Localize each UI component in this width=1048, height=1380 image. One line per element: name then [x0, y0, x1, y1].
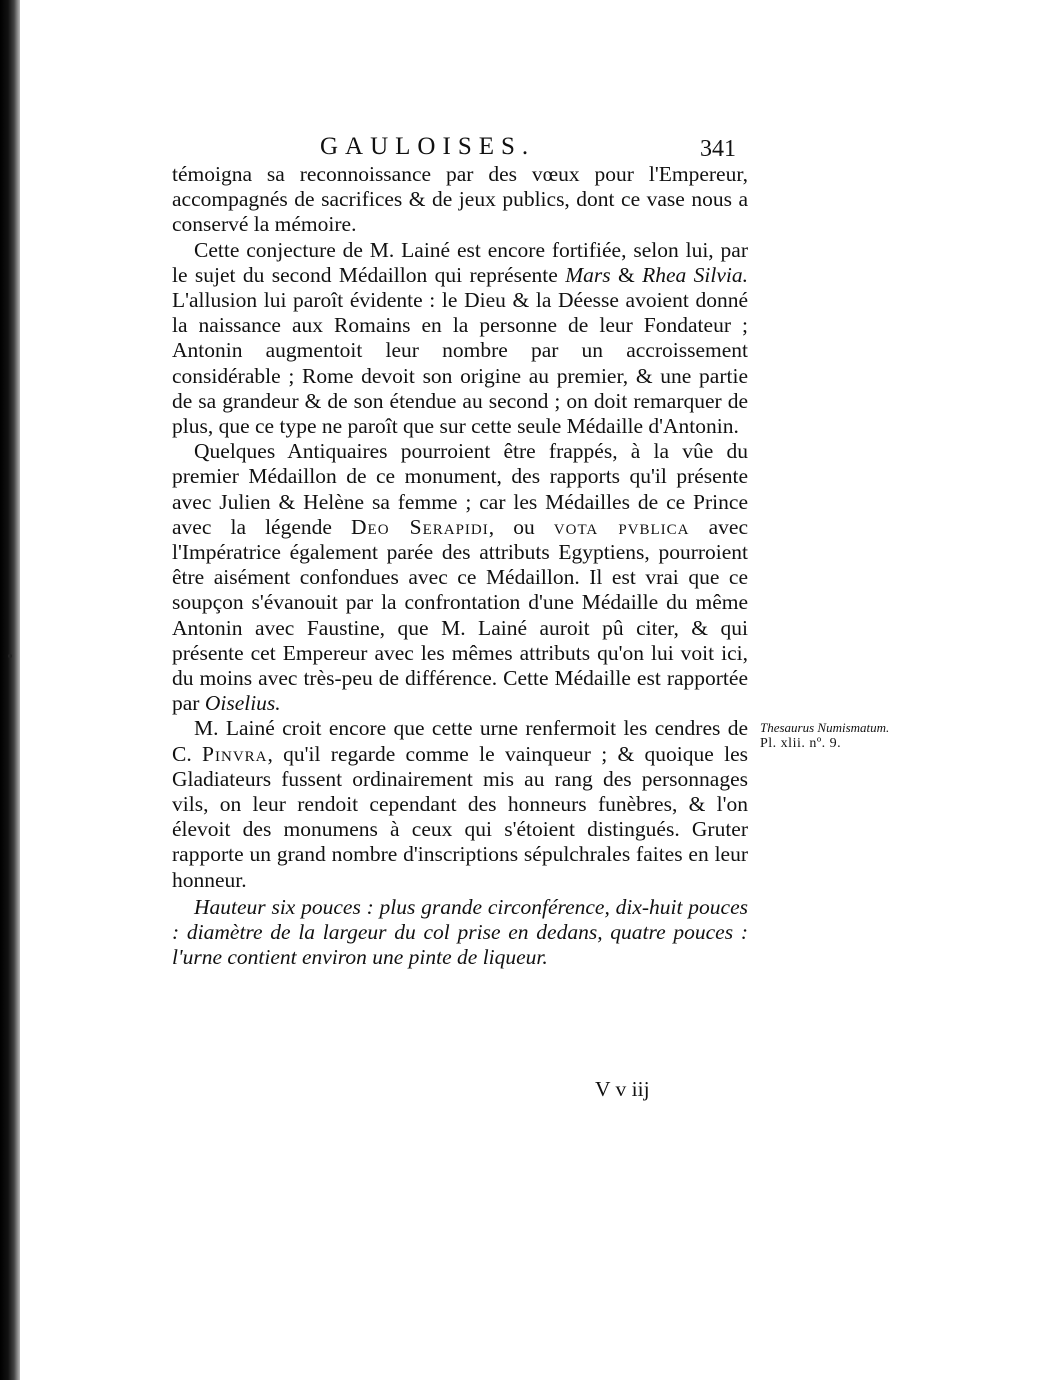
legend-vota-publica: vota pvblica — [553, 514, 690, 539]
p2-text-b: & — [610, 262, 643, 287]
pinvra-name: Pinvra — [202, 741, 268, 766]
p3-text-b: , ou — [488, 514, 554, 539]
paragraph-1: témoigna sa reconnoissance par des vœux pour l'Empereur, accompagnés de sacrifices & de jeux publics, dont ce vase nous a conservé la mémoire. — [172, 162, 748, 237]
marginal-note-title: Thesaurus Numismatum. — [760, 720, 890, 735]
p2-text-a: Cette conjecture de M. Lainé est encore fortifiée, selon lui, par le sujet du second Médaillon qui représente — [172, 237, 748, 287]
marginal-note-reference: Pl. xlii. nº. 9. — [760, 736, 842, 751]
legend-deo-serapidi: Deo Serapidi — [351, 514, 489, 539]
scan-speck — [8, 654, 12, 658]
marginal-note — [760, 720, 890, 752]
paragraph-3 — [172, 439, 748, 716]
p4-text-b: , qu'il regarde comme le vainqueur ; & quoique les Gladiateurs fussent ordinairement mis au rang des personnages vils, on leur rendoit cependant des honneurs funèbres, & l'on élevoit des monumens à ceux qui s'étoient distingués. Gruter rapporte un grand nombre d'inscriptions sépulchrales faites en leur honneur. — [172, 741, 748, 892]
rhea-silvia-name: Rhea Silvia. — [642, 262, 748, 287]
paragraph-4 — [172, 716, 748, 892]
scan-edge — [0, 0, 20, 1380]
main-text — [172, 162, 748, 971]
p2-text-c: L'allusion lui paroît évidente : le Dieu & la Déesse avoient donné la naissance aux Romains en la personne de leur Fondateur ; Antonin augmentoit leur nombre par un accroissement considérable ; Rome devoit son origine au premier, & une partie de sa grandeur & de son étendue au second ; on doit remarquer de plus, que ce type ne paroît que sur cette seule Médaille d'Antonin. — [172, 288, 748, 439]
p3-text-a: Quelques Antiquaires pourroient être frappés, à la vûe du premier Médaillon de ce monument, des rapports qu'il présente avec Julien & Helène sa femme ; car les Médailles de ce Prince avec la légende — [172, 439, 748, 539]
oiselius-name: Oiselius. — [204, 691, 281, 716]
dimensions-paragraph: Hauteur six pouces : plus grande circonférence, dix-huit pouces : diamètre de la largeur du col prise en dedans, quatre pouces : l'urne contient environ une pinte de liqueur. — [172, 894, 748, 970]
mars-name: Mars — [565, 262, 611, 287]
page-number: 341 — [700, 136, 736, 162]
signature-mark: V v iij — [595, 1077, 650, 1101]
running-title: GAULOISES. — [320, 133, 536, 160]
book-page — [20, 0, 1048, 1380]
paragraph-2 — [172, 238, 748, 440]
p3-text-c: avec l'Impératrice également parée des attributs Egyptiens, pourroient être aisément confondues avec ce Médaillon. Il est vrai que ce soupçon s'évanouit par la confrontation d'une Médaille du même Antonin avec Faustine, que M. Lainé auroit pû citer, & qui présente cet Empereur avec les mêmes attributs qu'on lui voit ici, du moins avec très-peu de différence. Cette Médaille est rapportée par — [172, 514, 748, 716]
p4-text-a: M. Lainé croit encore que cette urne renfermoit les cendres de C. — [172, 716, 748, 766]
